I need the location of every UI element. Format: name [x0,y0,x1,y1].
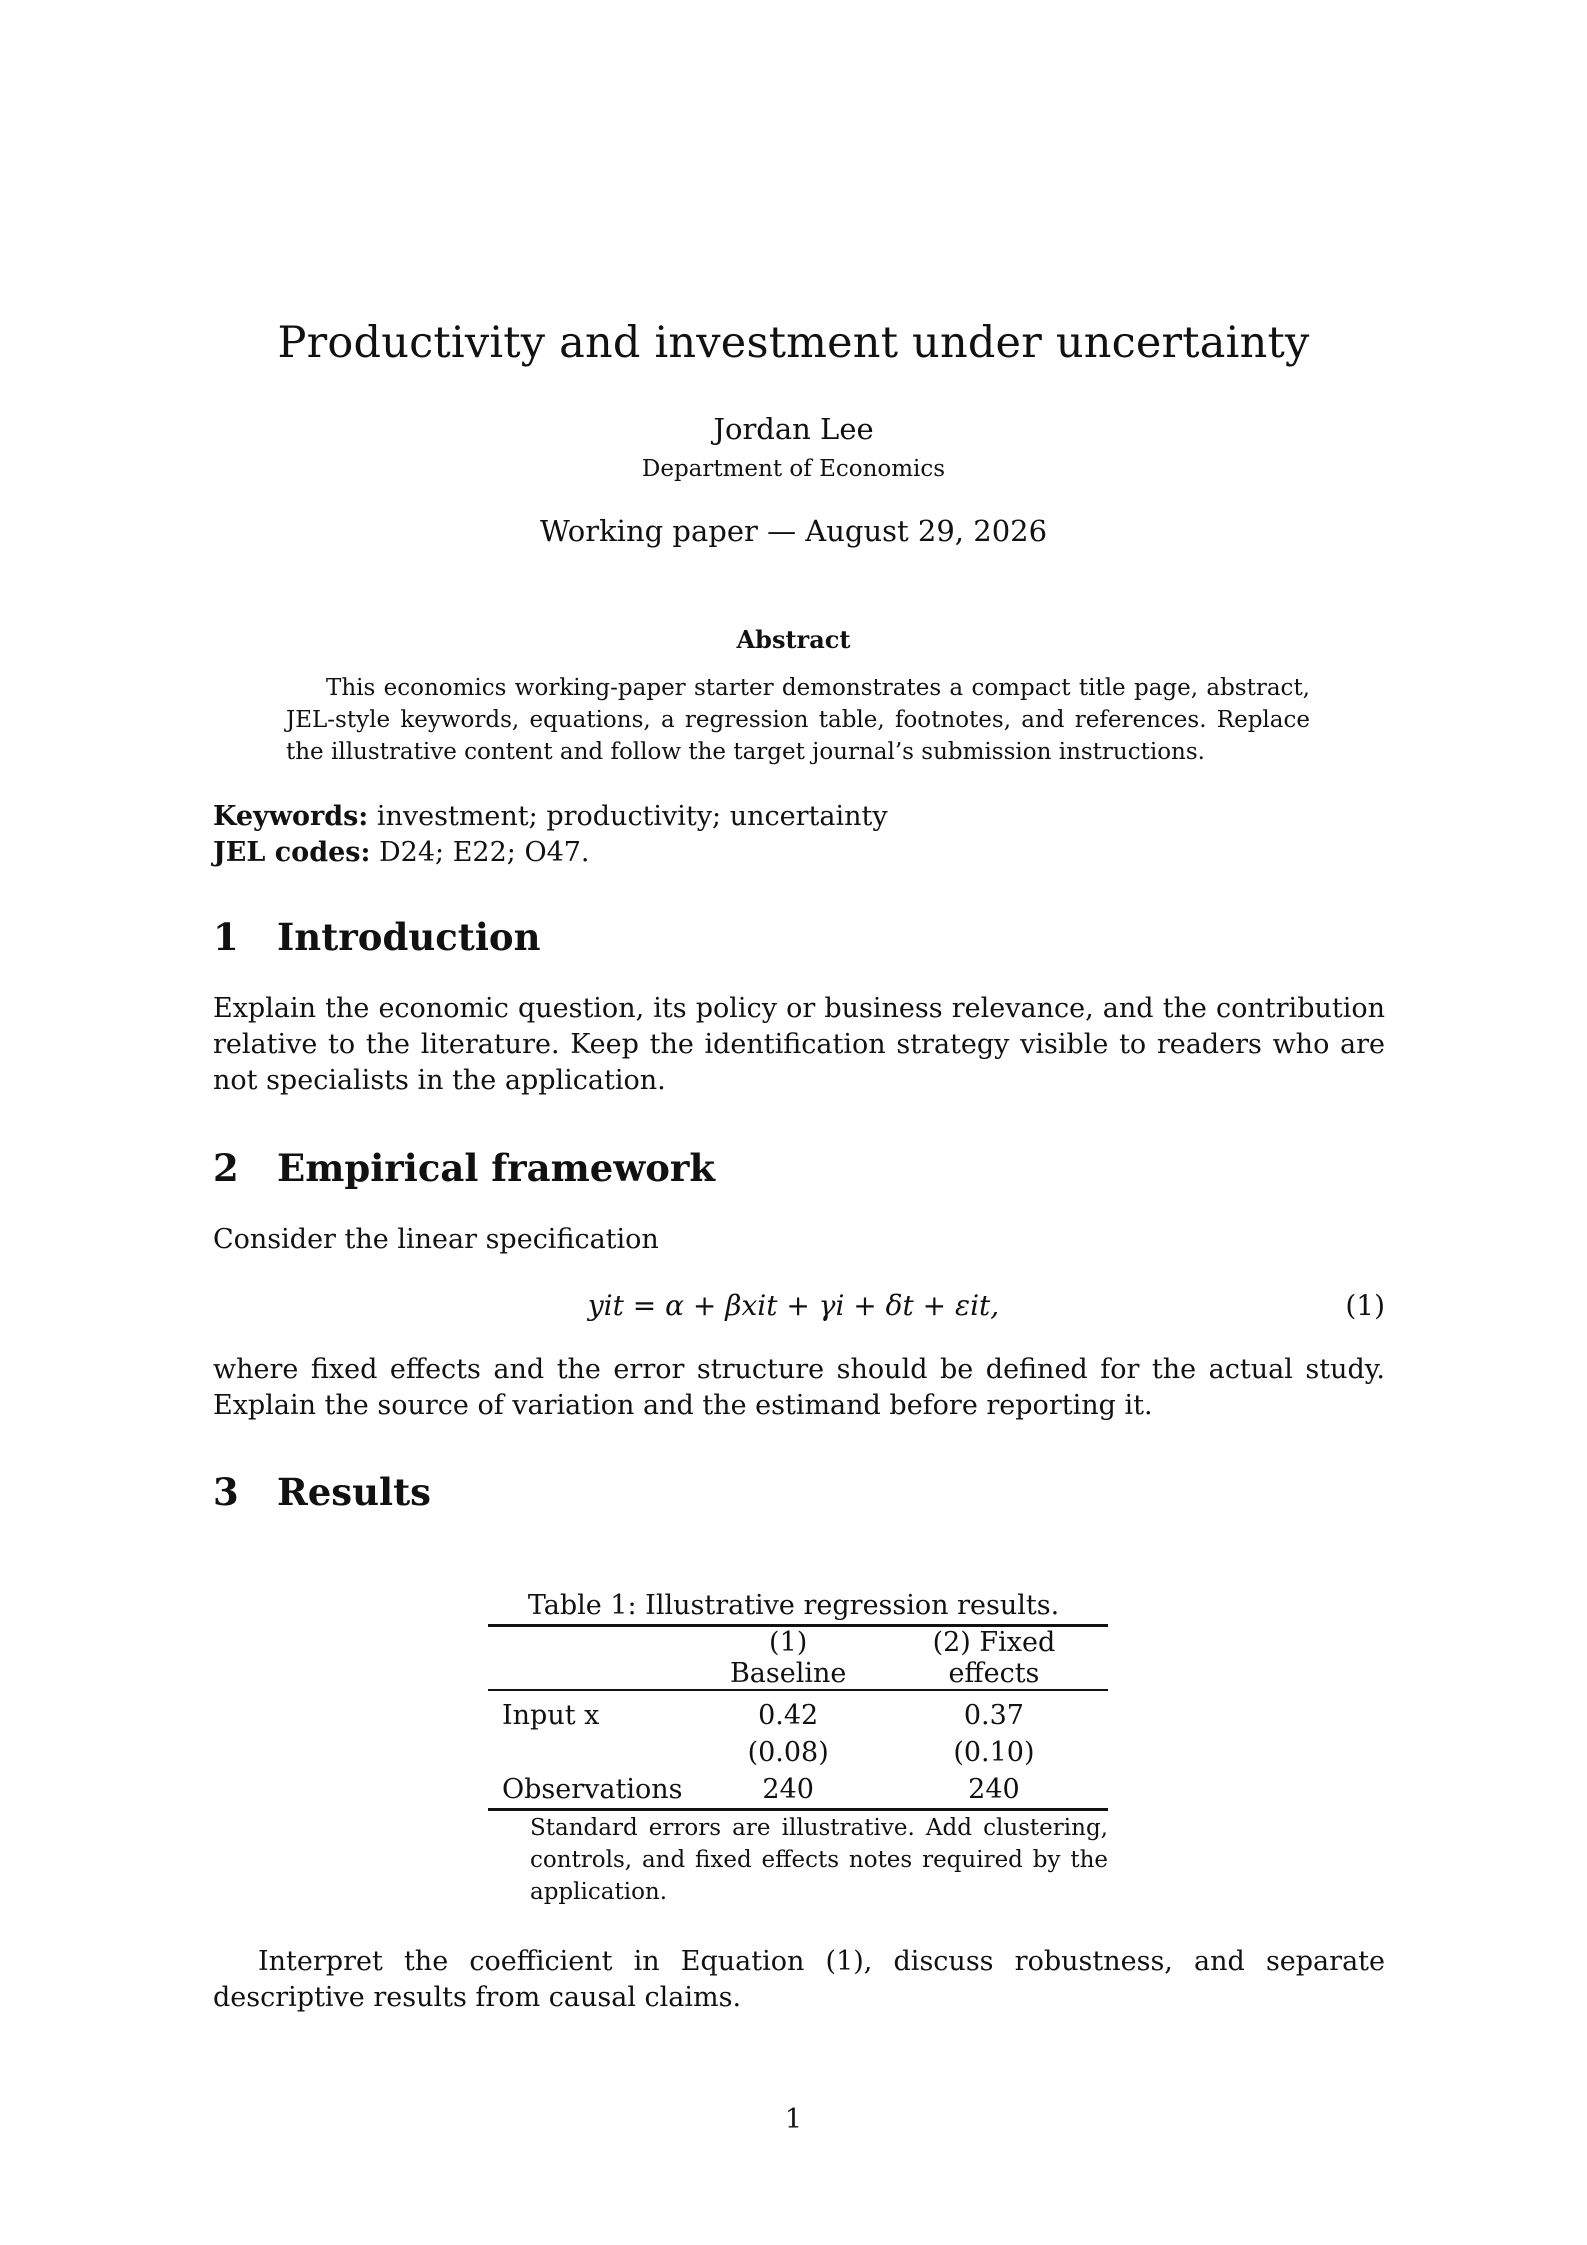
jel-value: D24; E22; O47. [379,837,590,868]
keywords-block [213,799,888,871]
table-header-cell: (2) Fixed effects [932,1627,1056,1689]
section-title: Results [277,1470,431,1514]
table-cell: 240 [968,1774,1020,1805]
keywords-label: Keywords: [213,801,369,832]
introduction-paragraph: Explain the economic question, its policy or business relevance, and the contribution relative to the literature. Keep the identification strategy visible to readers who are not specialists in the application. [213,993,1385,1096]
author-name: Jordan Lee [713,412,874,446]
equation-number: (1) [1345,1289,1385,1322]
table-note: Standard errors are illustrative. Add clustering, controls, and fixed effects notes required by the application. [530,1815,1108,1905]
table-cell: 0.37 [963,1700,1024,1731]
section-title: Introduction [277,915,541,959]
table-cell: (0.08) [747,1737,829,1768]
regression-table [488,1624,1108,1811]
paper-title: Productivity and investment under uncertainty [277,318,1310,368]
table-caption: Table 1: Illustrative regression results. [527,1590,1060,1621]
section-number: 3 [213,1470,239,1514]
section-heading-introduction [213,915,541,959]
results-paragraph: Interpret the coefficient in Equation (1), discuss robustness, and separate descriptive results from causal claims. [213,1946,1385,2013]
table-header-cell [488,1626,697,1691]
table-row [488,1734,1108,1771]
abstract-text: This economics working-paper starter demonstrates a compact title page, abstract, JEL-style keywords, equations, a regression table, footnotes, and references. Replace the illustrative content and follow the target journal’s submission instructions. [286,675,1310,765]
author-affiliation: Department of Economics [641,456,946,482]
jel-label: JEL codes: [213,837,371,868]
date-line: Working paper — August 29, 2026 [539,514,1048,548]
section-heading-results [213,1470,431,1514]
keywords-value: investment; productivity; uncertainty [376,801,888,832]
framework-lead: Consider the linear specification [213,1224,659,1255]
table-cell: 240 [762,1774,814,1805]
table-header-row [488,1626,1108,1691]
framework-paragraph: where fixed effects and the error structure should be defined for the actual study. Explain the source of variation and the estimand before reporting it. [213,1354,1385,1421]
row-label [488,1734,697,1771]
table-cell: 0.42 [758,1700,819,1731]
table-row [488,1771,1108,1810]
row-label: Observations [502,1774,683,1805]
row-label: Input x [502,1700,600,1731]
section-number: 2 [213,1146,239,1190]
jel-line [213,835,888,871]
table-cell: (0.10) [953,1737,1035,1768]
abstract-heading: Abstract [736,625,851,654]
page-number: 1 [784,2104,803,2135]
table-header-cell: (1) Baseline [729,1627,847,1689]
keywords-line [213,799,888,835]
section-heading-framework [213,1146,715,1190]
table-row [488,1690,1108,1734]
section-number: 1 [213,915,239,959]
section-title: Empirical framework [277,1146,716,1190]
equation: yit = α + βxit + γi + δt + εit, [587,1289,1000,1322]
